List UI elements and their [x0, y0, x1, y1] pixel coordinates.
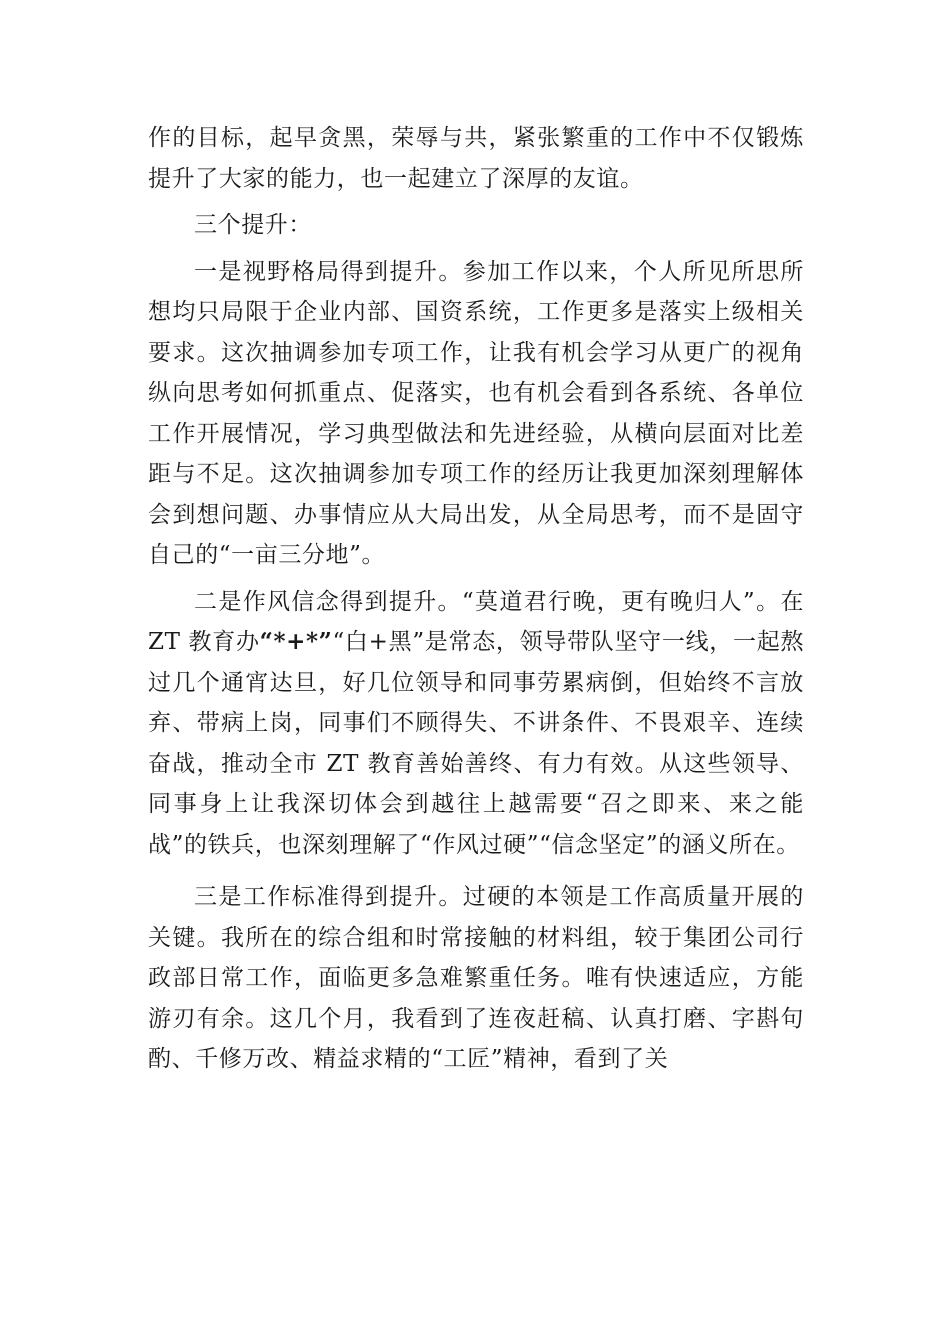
document-body [148, 118, 804, 1080]
paragraph-style-belief-improvement [148, 582, 804, 866]
paragraph-two-bold-marker: “*+*” [259, 628, 333, 655]
paragraph-two-before: 二是作风信念得到提升。“莫道君行晚，更有晚归人”。在 ZT 教育办 [148, 588, 804, 655]
paragraph-two-after: “白+黑”是常态，领导带队坚守一线，一起熬过几个通宵达旦，好几位领导和同事劳累病倒，但始终不言放弃、带病上岗，同事们不顾得失、不讲条件、不畏艰辛、连续奋战，推动全市 ZT 教育善始善终、有力有效。从这些领导、同事身上让我深切体会到越往上越需要“召之即来、来之能战”的铁兵，也深刻理解了“作风过硬”“信念坚定”的涵义所在。 [148, 629, 805, 858]
paragraph-work-standard-improvement: 三是工作标准得到提升。过硬的本领是工作高质量开展的关键。我所在的综合组和时常接触的材料组，较于集团公司行政部日常工作，面临更多急难繁重任务。唯有快速适应，方能游刃有余。这几个月，我看到了连夜赶稿、认真打磨、字斟句酌、千修万改、精益求精的“工匠”精神，看到了关 [148, 884, 804, 1072]
paragraph-vision-improvement: 一是视野格局得到提升。参加工作以来，个人所见所思所想均只局限于企业内部、国资系统，工作更多是落实上级相关要求。这次抽调参加专项工作，让我有机会学习从更广的视角纵向思考如何抓重点、促落实，也有机会看到各系统、各单位工作开展情况，学习典型做法和先进经验，从横向层面对比差距与不足。这次抽调参加专项工作的经历让我更加深刻理解体会到想问题、办事情应从大局出发，从全局思考，而不是固守自己的“一亩三分地”。 [148, 258, 804, 568]
section-heading-three-improvements: 三个提升： [194, 212, 312, 238]
paragraph-continuation: 作的目标，起早贪黑，荣辱与共，紧张繁重的工作中不仅锻炼提升了大家的能力，也一起建立了深厚的友谊。 [148, 125, 804, 192]
